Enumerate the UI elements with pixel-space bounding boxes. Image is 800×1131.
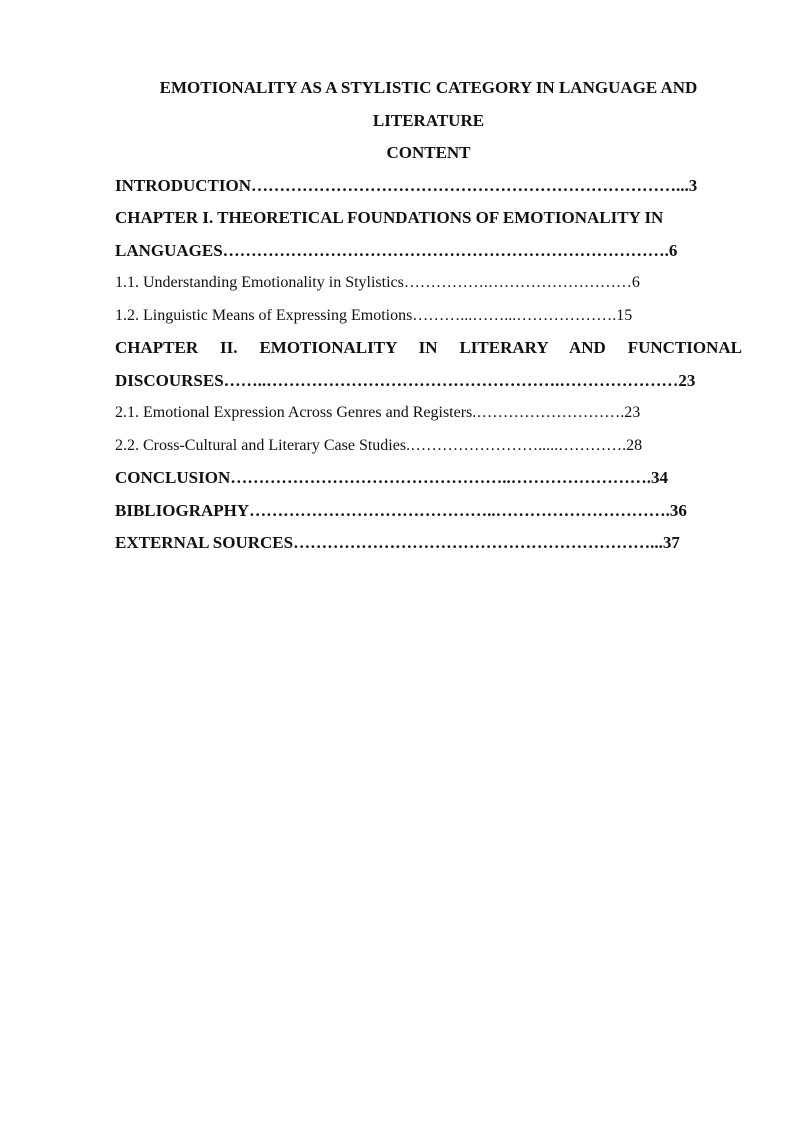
- document-title-line-1: EMOTIONALITY AS A STYLISTIC CATEGORY IN LANGUAGE AND: [159, 78, 698, 97]
- toc-entry-chapter-2[interactable]: [115, 332, 742, 397]
- toc-chapter-2-title: CHAPTER II. EMOTIONALITY IN LITERARY AND FUNCTIONAL: [115, 338, 742, 357]
- toc-entry-section-1-1[interactable]: 1.1. Understanding Emotionality in Stylistics…………….………………………6: [115, 274, 640, 291]
- toc-chapter-1-title-continued: LANGUAGES…………………………………………………………………….6: [115, 240, 678, 260]
- content-heading: CONTENT: [386, 143, 471, 162]
- toc-entry-section-2-1[interactable]: 2.1. Emotional Expression Across Genres and Registers.……………………….23: [115, 404, 641, 421]
- document-page: [115, 72, 742, 560]
- document-title-line-2: LITERATURE: [372, 110, 485, 130]
- toc-entry-external-sources[interactable]: EXTERNAL SOURCES………………………………………………………...37: [115, 533, 680, 552]
- toc-entry-conclusion[interactable]: CONCLUSION…………………………………………..…………………….34: [115, 468, 668, 487]
- toc-entry-bibliography[interactable]: BIBLIOGRAPHY……………………………………..………………………….36: [115, 500, 687, 520]
- toc-chapter-1-title: CHAPTER I. THEORETICAL FOUNDATIONS OF EMOTIONALITY IN: [115, 208, 664, 227]
- table-of-contents: [115, 170, 742, 560]
- toc-entry-chapter-1[interactable]: [115, 202, 742, 267]
- toc-entry-introduction[interactable]: INTRODUCTION…………………………………………………………………...3: [115, 175, 698, 195]
- toc-entry-section-1-2[interactable]: 1.2. Linguistic Means of Expressing Emotions………...……...……………….15: [115, 306, 633, 324]
- toc-entry-section-2-2[interactable]: 2.2. Cross-Cultural and Literary Case Studies.…………………….....………….28: [115, 436, 643, 454]
- toc-chapter-2-title-continued: DISCOURSES……..…………………………………………….…………………23: [115, 370, 696, 390]
